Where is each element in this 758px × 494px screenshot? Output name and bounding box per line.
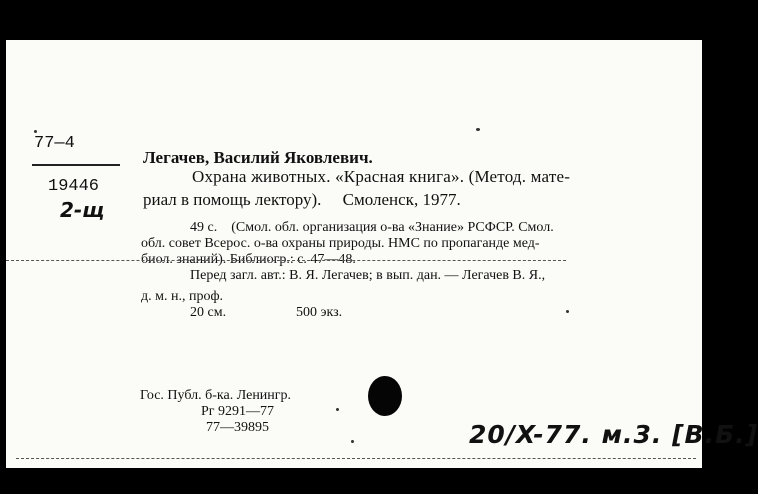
speck (34, 130, 37, 133)
call-number-top: 77—4 (34, 134, 75, 153)
notes-line-2: обл. совет Всерос. о-ва охраны природы. НМС по пропаганде мед- (141, 236, 540, 251)
speck (566, 310, 569, 313)
notes-line-1: 49 с. (Смол. обл. организация о-ва «Знание» РСФСР. Смол. (190, 220, 554, 235)
format-size: 20 см. (190, 305, 227, 320)
stamp-mark (368, 376, 402, 416)
bottom-dashed-line (16, 458, 696, 459)
notes-line-5: д. м. н., проф. (141, 289, 224, 304)
catalog-card (6, 40, 758, 468)
library-line-2: Рг 9291—77 (201, 404, 275, 419)
library-line-3: 77—39895 (206, 420, 269, 435)
handwritten-code: 2-щ (60, 198, 105, 222)
title-line-2: риал в помощь лектору). Смоленск, 1977. (143, 190, 461, 209)
print-run: 500 экз. (296, 305, 343, 320)
notes-line-3: биол. знаний). Библиогр.: с. 47—48. (141, 252, 356, 267)
call-number-bottom: 19446 (48, 177, 100, 196)
speck (336, 408, 339, 411)
notes-line-4: Перед загл. авт.: В. Я. Легачев; в вып. дан. — Легачев В. Я., (190, 268, 546, 283)
speck (476, 128, 480, 131)
library-line-1: Гос. Публ. б-ка. Ленингр. (140, 388, 292, 403)
handwritten-note: 20/X-77. м.3. [В.Б.] (469, 420, 758, 449)
call-number-rule (32, 164, 120, 166)
title-line-1: Охрана животных. «Красная книга». (Метод. мате- (192, 167, 571, 186)
speck (351, 440, 354, 443)
guide-dashed-line (6, 260, 566, 261)
author-heading: Легачев, Василий Яковлевич. (143, 148, 373, 167)
